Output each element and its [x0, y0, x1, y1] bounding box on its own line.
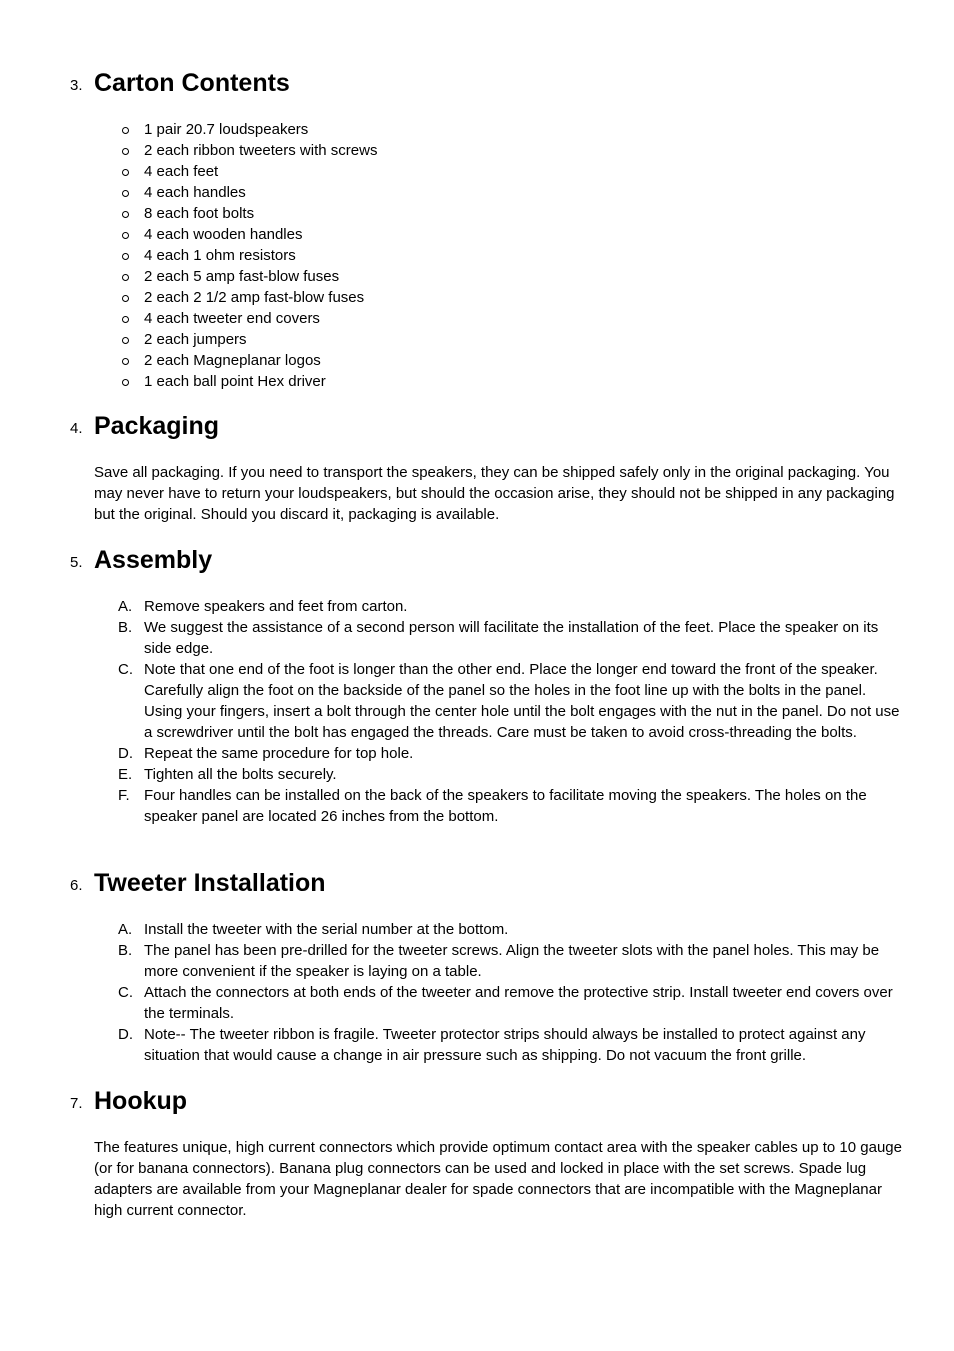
- list-item: [118, 596, 904, 617]
- list-item: [118, 743, 904, 764]
- circle-bullet-icon: [122, 337, 129, 344]
- circle-bullet-icon: [122, 169, 129, 176]
- circle-bullet-icon: [122, 253, 129, 260]
- step-marker: F.: [118, 787, 130, 804]
- circle-bullet-icon: [122, 232, 129, 239]
- section-number: 4.: [70, 420, 83, 437]
- list-item: [118, 617, 904, 659]
- packaging-paragraph: Save all packaging. If you need to transport the speakers, they can be shipped safely only in the original packaging. You may never have to return your loudspeakers, but should the occasion arise, they should not be shipped in any packaging but the original. Should you discard it, packaging is available.: [94, 464, 895, 523]
- step-marker: C.: [118, 984, 133, 1001]
- section-number: 7.: [70, 1095, 83, 1112]
- list-item: 1 pair 20.7 loudspeakers: [144, 119, 904, 140]
- circle-bullet-icon: [122, 358, 129, 365]
- list-item: 2 each 2 1/2 amp fast-blow fuses: [144, 287, 904, 308]
- section-header: [70, 1082, 904, 1118]
- list-item: 4 each wooden handles: [144, 224, 904, 245]
- section-title: Assembly: [94, 546, 213, 574]
- circle-bullet-icon: [122, 190, 129, 197]
- section-carton-contents: [70, 64, 904, 392]
- step-text: Attach the connectors at both ends of the tweeter and remove the protective strip. Install tweeter end covers over the terminals.: [144, 984, 893, 1022]
- list-item: 4 each tweeter end covers: [144, 308, 904, 329]
- step-marker: B.: [118, 942, 133, 959]
- section-number: 6.: [70, 877, 83, 894]
- step-marker: D.: [118, 1026, 133, 1043]
- list-item: 4 each handles: [144, 182, 904, 203]
- step-marker: C.: [118, 661, 133, 678]
- list-item: [118, 785, 904, 827]
- list-item: [118, 982, 904, 1024]
- step-text: Install the tweeter with the serial number at the bottom.: [144, 921, 509, 938]
- step-text: Tighten all the bolts securely.: [144, 766, 337, 783]
- section-assembly: [70, 541, 904, 827]
- section-header: [70, 407, 904, 443]
- tweeter-steps-list: [94, 919, 904, 1066]
- list-item: 4 each 1 ohm resistors: [144, 245, 904, 266]
- section-number: 3.: [70, 77, 83, 94]
- circle-bullet-icon: [122, 148, 129, 155]
- step-marker: A.: [118, 598, 133, 615]
- step-marker: A.: [118, 921, 133, 938]
- list-item: [118, 940, 904, 982]
- carton-contents-list: [94, 119, 904, 392]
- step-marker: D.: [118, 745, 133, 762]
- circle-bullet-icon: [122, 127, 129, 134]
- step-text: Four handles can be installed on the back of the speakers to facilitate moving the speakers. The holes on the speaker panel are located 26 inches from the bottom.: [144, 787, 867, 825]
- circle-bullet-icon: [122, 379, 129, 386]
- list-item: 2 each jumpers: [144, 329, 904, 350]
- step-marker: E.: [118, 766, 133, 783]
- step-text: Note-- The tweeter ribbon is fragile. Tweeter protector strips should always be installed to protect against any situation that would cause a change in air pressure such as shipping. Do not vacuum the front grille.: [144, 1026, 866, 1064]
- hookup-paragraph: The features unique, high current connectors which provide optimum contact area with the speaker cables up to 10 gauge (or for banana connectors). Banana plug connectors can be used and locked in place with the set screws. Spade lug adapters are available from your Magneplanar dealer for spade connectors that are incompatible with the Magneplanar high current connector.: [94, 1139, 902, 1219]
- list-item: 4 each feet: [144, 161, 904, 182]
- step-text: Remove speakers and feet from carton.: [144, 598, 408, 615]
- circle-bullet-icon: [122, 295, 129, 302]
- section-header: [70, 64, 904, 100]
- section-title: Carton Contents: [94, 69, 290, 97]
- list-item: [118, 764, 904, 785]
- assembly-steps-list: [94, 596, 904, 827]
- section-title: Packaging: [94, 412, 220, 440]
- section-tweeter-installation: [70, 864, 904, 1066]
- section-header: [70, 864, 904, 900]
- list-item: 2 each ribbon tweeters with screws: [144, 140, 904, 161]
- circle-bullet-icon: [122, 211, 129, 218]
- list-item: 8 each foot bolts: [144, 203, 904, 224]
- circle-bullet-icon: [122, 274, 129, 281]
- list-item: 1 each ball point Hex driver: [144, 371, 904, 392]
- section-packaging: [70, 407, 904, 525]
- step-text: Repeat the same procedure for top hole.: [144, 745, 414, 762]
- circle-bullet-icon: [122, 316, 129, 323]
- section-title: Tweeter Installation: [94, 869, 326, 897]
- section-title: Hookup: [94, 1087, 188, 1115]
- list-item: [118, 659, 904, 743]
- list-item: [118, 919, 904, 940]
- list-item: 2 each 5 amp fast-blow fuses: [144, 266, 904, 287]
- step-marker: B.: [118, 619, 133, 636]
- step-text: We suggest the assistance of a second person will facilitate the installation of the feet. Place the speaker on its side edge.: [144, 619, 879, 657]
- section-header: [70, 541, 904, 577]
- section-hookup: [70, 1082, 904, 1221]
- list-item: [118, 1024, 904, 1066]
- step-text: Note that one end of the foot is longer than the other end. Place the longer end toward the front of the speaker. Carefully align the foot on the backside of the panel so the holes in the foot line up with the bolts in the panel. Using your fingers, insert a bolt through the center hole until the bolt engages with the nut in the panel. Do not use a screwdriver until the bolt has engaged the threads. Care must be taken to avoid cross-threading the bolts.: [144, 661, 900, 741]
- step-text: The panel has been pre-drilled for the tweeter screws. Align the tweeter slots with the panel holes. This may be more convenient if the speaker is laying on a table.: [144, 942, 880, 980]
- section-number: 5.: [70, 554, 83, 571]
- list-item: 2 each Magneplanar logos: [144, 350, 904, 371]
